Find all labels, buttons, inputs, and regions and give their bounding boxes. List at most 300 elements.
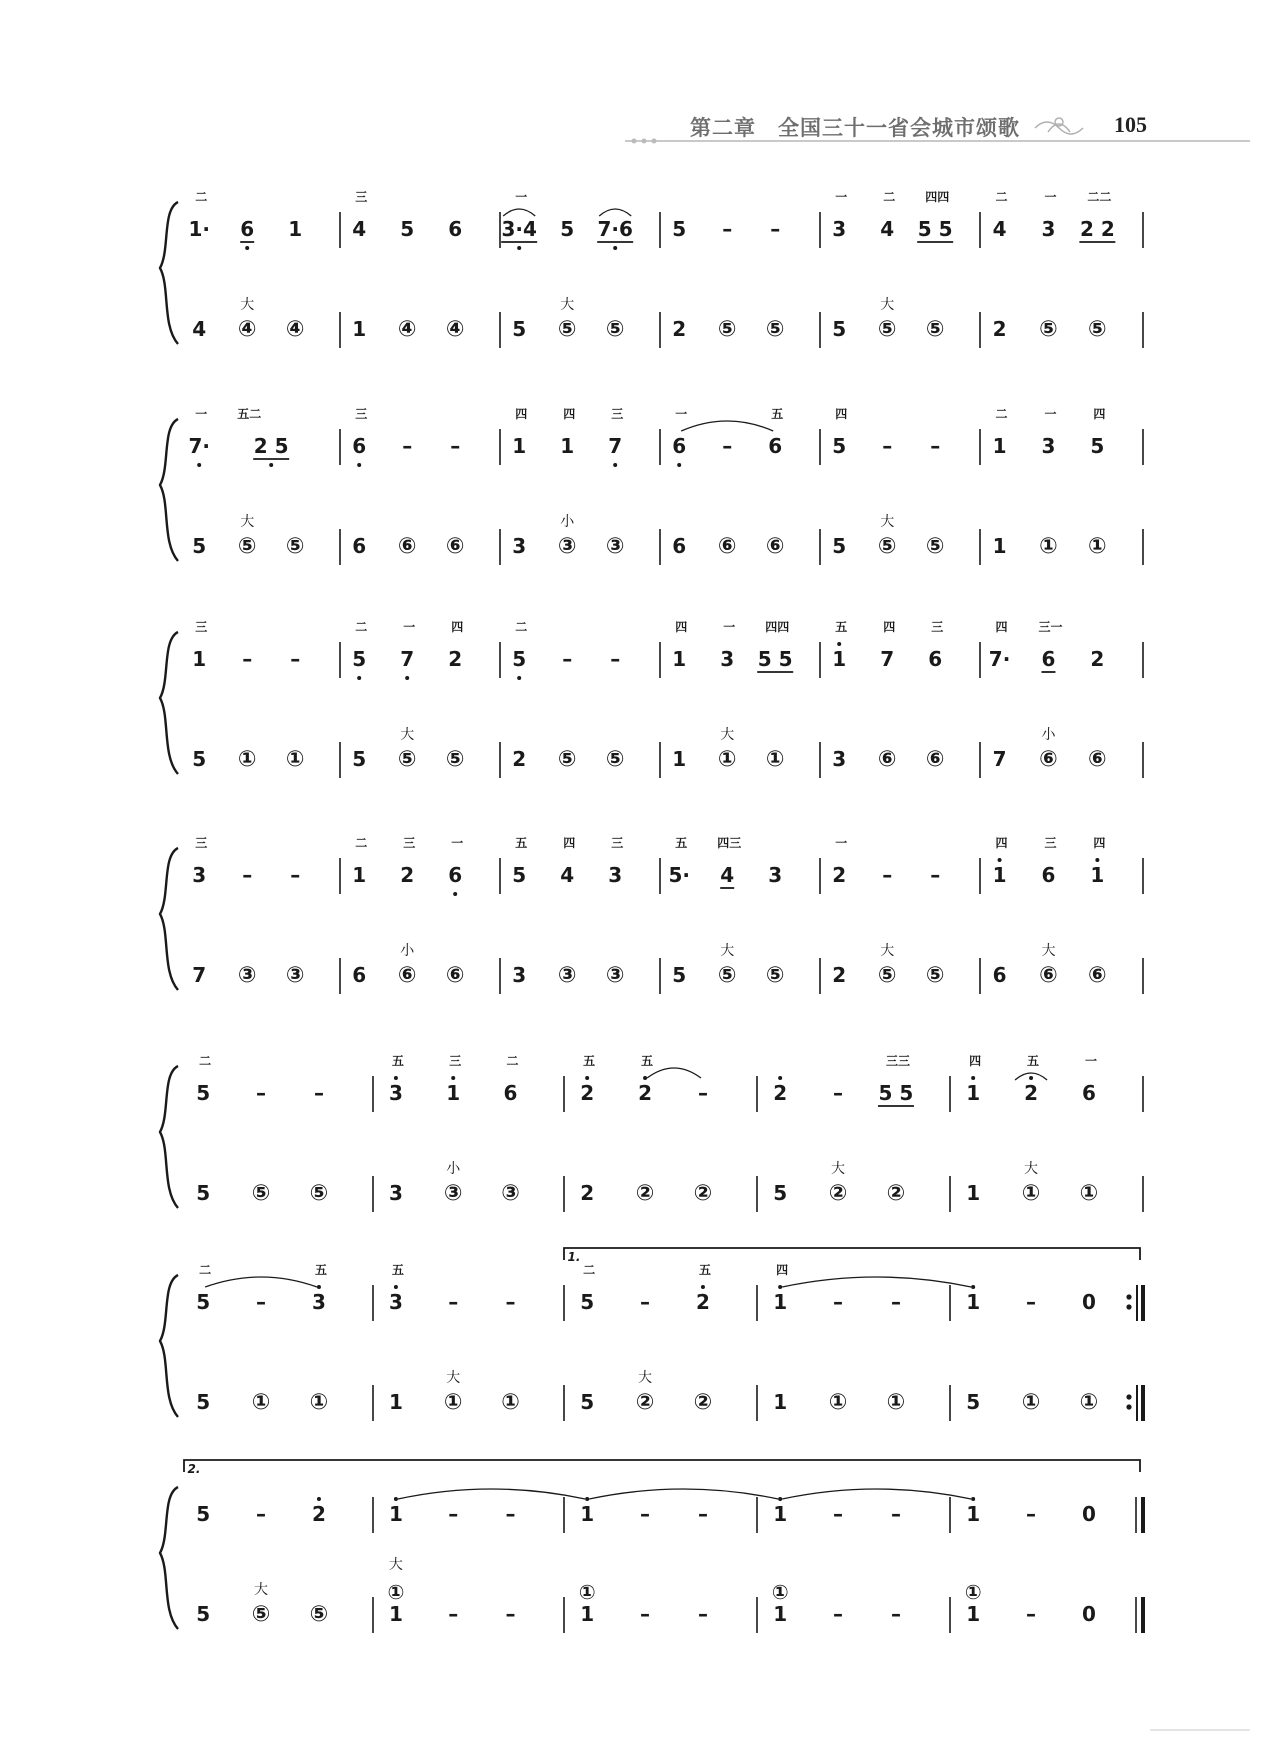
melody-note: – — [890, 1290, 901, 1314]
melody-note: 6 — [1041, 647, 1056, 671]
bass-note: 1 — [352, 317, 367, 341]
melody-note: 6 — [448, 217, 463, 241]
chord-button: ⑥ — [397, 963, 417, 988]
chord-button: ① — [237, 747, 257, 772]
chord-button: ⑥ — [397, 534, 417, 559]
fingering-mark: 四 — [515, 407, 528, 421]
fingering-mark: 四 — [995, 836, 1008, 850]
fingering-mark: 五 — [583, 1054, 596, 1068]
measure — [192, 836, 304, 988]
bass-note: 2 — [832, 963, 847, 987]
melody-note: – — [833, 1290, 844, 1314]
chord-button: ① — [964, 1580, 982, 1604]
melody-note: 5 — [1090, 434, 1105, 458]
measure — [832, 407, 944, 559]
fingering-mark: 二 — [195, 190, 208, 204]
melody-note: – — [722, 217, 733, 241]
bass-note: 2 — [992, 317, 1007, 341]
chord-button: ④ — [445, 317, 465, 342]
chord-button: ① — [443, 1390, 463, 1415]
chord-button: ⑤ — [309, 1602, 329, 1627]
bass-note: 5 — [966, 1390, 981, 1414]
register-mark: 大 — [254, 1582, 269, 1598]
melody-note: – — [1026, 1502, 1037, 1526]
measure — [501, 190, 633, 342]
bass-note: 2 — [580, 1181, 595, 1205]
melody-note: – — [448, 1290, 459, 1314]
melody-note: 5 — [512, 863, 527, 887]
bass-note: 1 — [773, 1390, 788, 1414]
octave-dot — [643, 1076, 647, 1080]
score-system — [160, 836, 1143, 994]
melody-note: 1 — [560, 434, 575, 458]
melody-note: 5 — [560, 217, 575, 241]
measure — [773, 1263, 971, 1415]
fingering-mark: 五 — [515, 836, 528, 850]
melody-note: 1 — [992, 434, 1007, 458]
bass-note: 5 — [672, 963, 687, 987]
fingering-mark: 四 — [563, 407, 576, 421]
chord-button: ⑤ — [237, 534, 257, 559]
melody-note: – — [313, 1081, 324, 1105]
volta-bracket — [564, 1248, 1140, 1260]
chord-button: ③ — [605, 963, 625, 988]
fingering-mark: 四 — [883, 620, 896, 634]
bass-note: 1 — [388, 1390, 403, 1414]
bass-note: 3 — [832, 747, 847, 771]
measure — [993, 190, 1116, 342]
chord-button: ② — [693, 1181, 713, 1206]
octave-dot — [317, 1285, 321, 1289]
chord-button: ⑤ — [251, 1602, 271, 1627]
register-mark: 小 — [446, 1161, 461, 1177]
melody-note: 5 — [580, 1290, 595, 1314]
measure — [352, 407, 464, 559]
octave-dot — [245, 246, 249, 250]
octave-dot — [677, 463, 681, 467]
melody-note: 5 5 — [757, 647, 793, 671]
chord-button: ⑥ — [1039, 747, 1058, 772]
chord-button: ⑤ — [397, 747, 417, 772]
register-mark: 大 — [560, 297, 575, 313]
octave-dot — [613, 246, 617, 250]
melody-note: – — [930, 863, 941, 887]
chord-button: ① — [828, 1390, 848, 1415]
register-mark: 大 — [720, 943, 735, 959]
melody-note: 1 — [966, 1502, 981, 1526]
measure — [352, 190, 464, 342]
measure — [668, 836, 784, 988]
chord-button: ② — [693, 1390, 713, 1415]
melody-note: 6 — [1081, 1081, 1096, 1105]
chord-button: ⑤ — [445, 747, 465, 772]
octave-dot — [971, 1497, 975, 1501]
fingering-mark: 二 — [995, 407, 1008, 421]
melody-note: – — [562, 647, 573, 671]
melody-note: 5 — [400, 217, 415, 241]
chord-button: ⑤ — [925, 317, 945, 342]
chord-button: ① — [285, 747, 305, 772]
score-system — [160, 620, 1143, 778]
chord-button: ⑥ — [445, 963, 465, 988]
melody-note: 6 — [672, 434, 687, 458]
melody-note: 5 — [196, 1081, 211, 1105]
score-system — [160, 1248, 1143, 1421]
octave-dot — [394, 1497, 398, 1501]
brace-icon — [160, 202, 178, 344]
volta-bracket — [184, 1460, 1140, 1472]
register-mark: 大 — [446, 1370, 461, 1386]
bass-note: 1 — [773, 1602, 788, 1626]
fingering-mark: 三一 — [1038, 620, 1063, 634]
score-system — [160, 407, 1143, 565]
fingering-mark: 五二 — [237, 407, 262, 421]
register-mark: 大 — [880, 943, 895, 959]
melody-note: 2 2 — [1079, 217, 1115, 241]
octave-dot — [269, 463, 273, 467]
melody-note: 7· — [188, 434, 210, 458]
measure — [672, 620, 793, 772]
bass-note: 3 — [512, 963, 527, 987]
melody-note: 3 — [192, 863, 207, 887]
fingering-mark: 五 — [771, 407, 784, 421]
repeat-dot — [1126, 1304, 1131, 1309]
fingering-mark: 五 — [675, 836, 688, 850]
melody-note: 2 — [695, 1290, 710, 1314]
measure — [773, 1054, 914, 1206]
octave-dot — [585, 1497, 589, 1501]
bass-note: – — [1026, 1602, 1037, 1626]
melody-note: 5 — [672, 217, 687, 241]
bass-note: 6 — [352, 534, 367, 558]
melody-note: – — [450, 434, 461, 458]
chord-button: ⑤ — [925, 963, 945, 988]
melody-note: – — [290, 863, 301, 887]
tie-mark — [681, 421, 773, 431]
bass-note: – — [505, 1602, 516, 1626]
measure — [993, 407, 1107, 559]
measure — [389, 1054, 520, 1206]
octave-dot — [778, 1285, 782, 1289]
slur-mark — [599, 209, 631, 216]
slur-mark — [503, 209, 535, 216]
bass-note: 5 — [196, 1181, 211, 1205]
melody-note: – — [610, 647, 621, 671]
melody-note: 1 — [446, 1081, 461, 1105]
chord-button: ① — [765, 747, 785, 772]
fingering-mark: 二 — [883, 190, 896, 204]
bass-note: 5 — [352, 747, 367, 771]
measure — [579, 1489, 778, 1626]
fingering-mark: 一 — [1084, 1054, 1097, 1068]
chord-button: ⑥ — [877, 747, 897, 772]
melody-note: 4 — [720, 863, 735, 887]
measure — [512, 407, 624, 559]
measure — [387, 1489, 585, 1626]
octave-dot — [971, 1285, 975, 1289]
melody-note: 5 — [196, 1502, 211, 1526]
fingering-mark: 三 — [355, 407, 368, 421]
melody-note: 3·4 — [501, 217, 537, 241]
chord-button: ⑤ — [309, 1181, 329, 1206]
fingering-mark: 四 — [1093, 836, 1106, 850]
chord-button: ⑥ — [717, 534, 737, 559]
chord-button: ① — [1079, 1390, 1099, 1415]
melody-note: 2 — [638, 1081, 653, 1105]
chord-button: ⑤ — [877, 534, 897, 559]
register-mark: 大 — [720, 727, 735, 743]
fingering-mark: 四三 — [717, 836, 742, 850]
fingering-mark: 二 — [995, 190, 1008, 204]
measure — [832, 190, 953, 342]
measure — [352, 620, 464, 772]
melody-note: 3 — [832, 217, 847, 241]
tie-mark — [647, 1068, 701, 1078]
chord-button: ① — [771, 1580, 789, 1604]
chapter-title: 第二章 全国三十一省会城市颂歌 — [690, 115, 1020, 140]
measure — [512, 836, 624, 988]
melody-note: 1 — [672, 647, 687, 671]
measure — [512, 620, 624, 772]
melody-note: – — [890, 1502, 901, 1526]
fingering-mark: 五 — [314, 1263, 327, 1277]
octave-dot — [1029, 1076, 1033, 1080]
fingering-mark: 四 — [675, 620, 688, 634]
melody-note: – — [505, 1290, 516, 1314]
bass-note: 0 — [1081, 1602, 1096, 1626]
tie-mark — [205, 1277, 317, 1287]
fingering-mark: 五 — [641, 1054, 654, 1068]
fingering-mark: 三 — [611, 407, 624, 421]
melody-note: 3 — [768, 863, 783, 887]
chord-button: ④ — [397, 317, 417, 342]
fingering-mark: 五 — [835, 620, 848, 634]
melody-note: 3 — [720, 647, 735, 671]
brace-icon — [160, 1275, 178, 1417]
fingering-mark: 四 — [563, 836, 576, 850]
fingering-mark: 二二 — [1087, 190, 1112, 204]
chord-button: ③ — [443, 1181, 463, 1206]
fingering-mark: 四 — [969, 1054, 982, 1068]
melody-note: – — [882, 863, 893, 887]
brace-icon — [160, 848, 178, 990]
octave-dot — [357, 463, 361, 467]
melody-note: 5 — [352, 647, 367, 671]
octave-dot — [837, 642, 841, 646]
melody-note: – — [256, 1502, 267, 1526]
chord-button: ① — [1021, 1181, 1041, 1206]
bass-note: – — [640, 1602, 651, 1626]
measure — [352, 836, 464, 988]
register-mark: 大 — [400, 727, 415, 743]
fingering-mark: 三 — [195, 836, 208, 850]
fingering-mark: 三 — [1044, 836, 1057, 850]
fingering-mark: 二 — [199, 1263, 212, 1277]
melody-note: 4 — [880, 217, 895, 241]
melody-note: 5 — [832, 434, 847, 458]
chord-button: ② — [635, 1390, 655, 1415]
melody-note: – — [256, 1290, 267, 1314]
melody-note: – — [640, 1290, 651, 1314]
fingering-mark: 一 — [515, 190, 528, 204]
chord-button: ⑤ — [877, 963, 897, 988]
measure — [192, 620, 304, 772]
chord-button: ⑥ — [1088, 963, 1107, 988]
bass-note: – — [833, 1602, 844, 1626]
melody-note: 0 — [1081, 1502, 1096, 1526]
measure — [580, 1054, 712, 1206]
bass-note: 1 — [388, 1602, 403, 1626]
chord-button: ⑤ — [557, 747, 577, 772]
melody-note: 5 5 — [917, 217, 953, 241]
chord-button: ⑤ — [557, 317, 577, 342]
chord-button: ② — [828, 1181, 848, 1206]
register-mark: 大 — [880, 297, 895, 313]
melody-note: 6 — [768, 434, 783, 458]
melody-note: 5 — [196, 1290, 211, 1314]
bass-note: 5 — [580, 1390, 595, 1414]
octave-dot — [998, 858, 1002, 862]
chord-button: ⑤ — [251, 1181, 271, 1206]
bass-note: 1 — [580, 1602, 595, 1626]
fingering-mark: 一 — [723, 620, 736, 634]
octave-dot — [394, 1076, 398, 1080]
chord-button: ⑤ — [285, 534, 305, 559]
melody-note: 1 — [832, 647, 847, 671]
octave-dot — [517, 676, 521, 680]
melody-note: – — [1026, 1290, 1037, 1314]
melody-note: – — [833, 1081, 844, 1105]
melody-note: – — [256, 1081, 267, 1105]
melody-note: 3 — [388, 1081, 403, 1105]
melody-note: 6 — [448, 863, 463, 887]
repeat-dot — [1126, 1394, 1131, 1399]
melody-note: 2 — [832, 863, 847, 887]
bass-note: 3 — [388, 1181, 403, 1205]
melody-note: – — [697, 1502, 708, 1526]
melody-note: 1 — [352, 863, 367, 887]
melody-note: 5 — [512, 647, 527, 671]
fingering-mark: 一 — [195, 407, 208, 421]
melody-note: 1 — [992, 863, 1007, 887]
chord-button: ③ — [501, 1181, 520, 1206]
measure — [580, 1263, 712, 1415]
fingering-mark: 一 — [1044, 190, 1057, 204]
melody-note: 1 — [192, 647, 207, 671]
melody-note: 1 — [580, 1502, 595, 1526]
fingering-mark: 二 — [355, 620, 368, 634]
fingering-mark: 三 — [195, 620, 208, 634]
melody-note: 7· — [988, 647, 1011, 671]
chord-button: ⑤ — [1088, 317, 1107, 342]
measure — [188, 190, 304, 342]
register-mark: 小 — [1041, 727, 1056, 743]
measure — [188, 407, 304, 559]
melody-note: 5· — [668, 863, 690, 887]
brace-icon — [160, 1066, 178, 1208]
melody-note: 4 — [560, 863, 575, 887]
fingering-mark: 四 — [451, 620, 464, 634]
melody-note: – — [402, 434, 413, 458]
chord-button: ③ — [605, 534, 625, 559]
chord-button: ⑤ — [925, 534, 945, 559]
melody-note: – — [722, 434, 733, 458]
chord-button: ⑥ — [1039, 963, 1058, 988]
chord-button: ④ — [237, 317, 257, 342]
melody-note: – — [242, 647, 253, 671]
melody-note: 2 — [448, 647, 463, 671]
melody-note: 1 — [1090, 863, 1105, 887]
fingering-mark: 二 — [583, 1263, 596, 1277]
bass-note: 4 — [192, 317, 207, 341]
octave-dot — [701, 1285, 705, 1289]
chord-button: ② — [635, 1181, 655, 1206]
chord-button: ③ — [557, 534, 577, 559]
octave-dot — [585, 1076, 589, 1080]
melody-note: 6 — [503, 1081, 518, 1105]
chord-button: ⑥ — [925, 747, 945, 772]
chord-button: ⑤ — [717, 317, 737, 342]
fingering-mark: 二 — [199, 1054, 212, 1068]
chord-button: ④ — [285, 317, 305, 342]
tie-mark — [782, 1489, 971, 1499]
fingering-mark: 一 — [835, 836, 848, 850]
melody-note: 7 — [608, 434, 623, 458]
chord-button: ② — [886, 1181, 906, 1206]
melody-note: – — [640, 1502, 651, 1526]
octave-dot — [451, 1076, 455, 1080]
chord-button: ⑤ — [1039, 317, 1058, 342]
melody-note: 6 — [1041, 863, 1056, 887]
melody-note: 1 — [288, 217, 303, 241]
chord-button: ① — [717, 747, 737, 772]
octave-dot — [394, 1285, 398, 1289]
bass-note: 5 — [832, 317, 847, 341]
fingering-mark: 一 — [403, 620, 416, 634]
chord-button: ① — [1088, 534, 1107, 559]
bass-note: 3 — [512, 534, 527, 558]
melody-note: 1 — [966, 1081, 981, 1105]
bass-note: 7 — [992, 747, 1007, 771]
octave-dot — [778, 1497, 782, 1501]
melody-note: 2 5 — [253, 434, 289, 458]
chord-button: ① — [501, 1390, 520, 1415]
octave-dot — [357, 676, 361, 680]
chord-button: ③ — [237, 963, 257, 988]
melody-note: 6 — [352, 434, 367, 458]
measure — [672, 217, 784, 342]
tie-mark — [589, 1489, 778, 1499]
chord-button: ① — [387, 1580, 405, 1604]
bass-note: 6 — [992, 963, 1007, 987]
chord-button: ⑤ — [605, 317, 625, 342]
bass-note: 1 — [672, 747, 687, 771]
melody-note: 3 — [311, 1290, 326, 1314]
register-mark: 大 — [388, 1557, 403, 1573]
measure — [965, 1497, 1096, 1626]
footer-mark — [1150, 1728, 1250, 1732]
volta-number: 1. — [567, 1250, 581, 1264]
repeat-dot — [1126, 1404, 1131, 1409]
octave-dot — [317, 1497, 321, 1501]
volta-number: 2. — [187, 1462, 201, 1476]
score-system — [160, 1460, 1143, 1633]
melody-note: 4 — [352, 217, 367, 241]
bass-note: 5 — [773, 1181, 788, 1205]
measure — [966, 1285, 1098, 1415]
measure — [989, 620, 1107, 772]
register-mark: 大 — [240, 514, 255, 530]
